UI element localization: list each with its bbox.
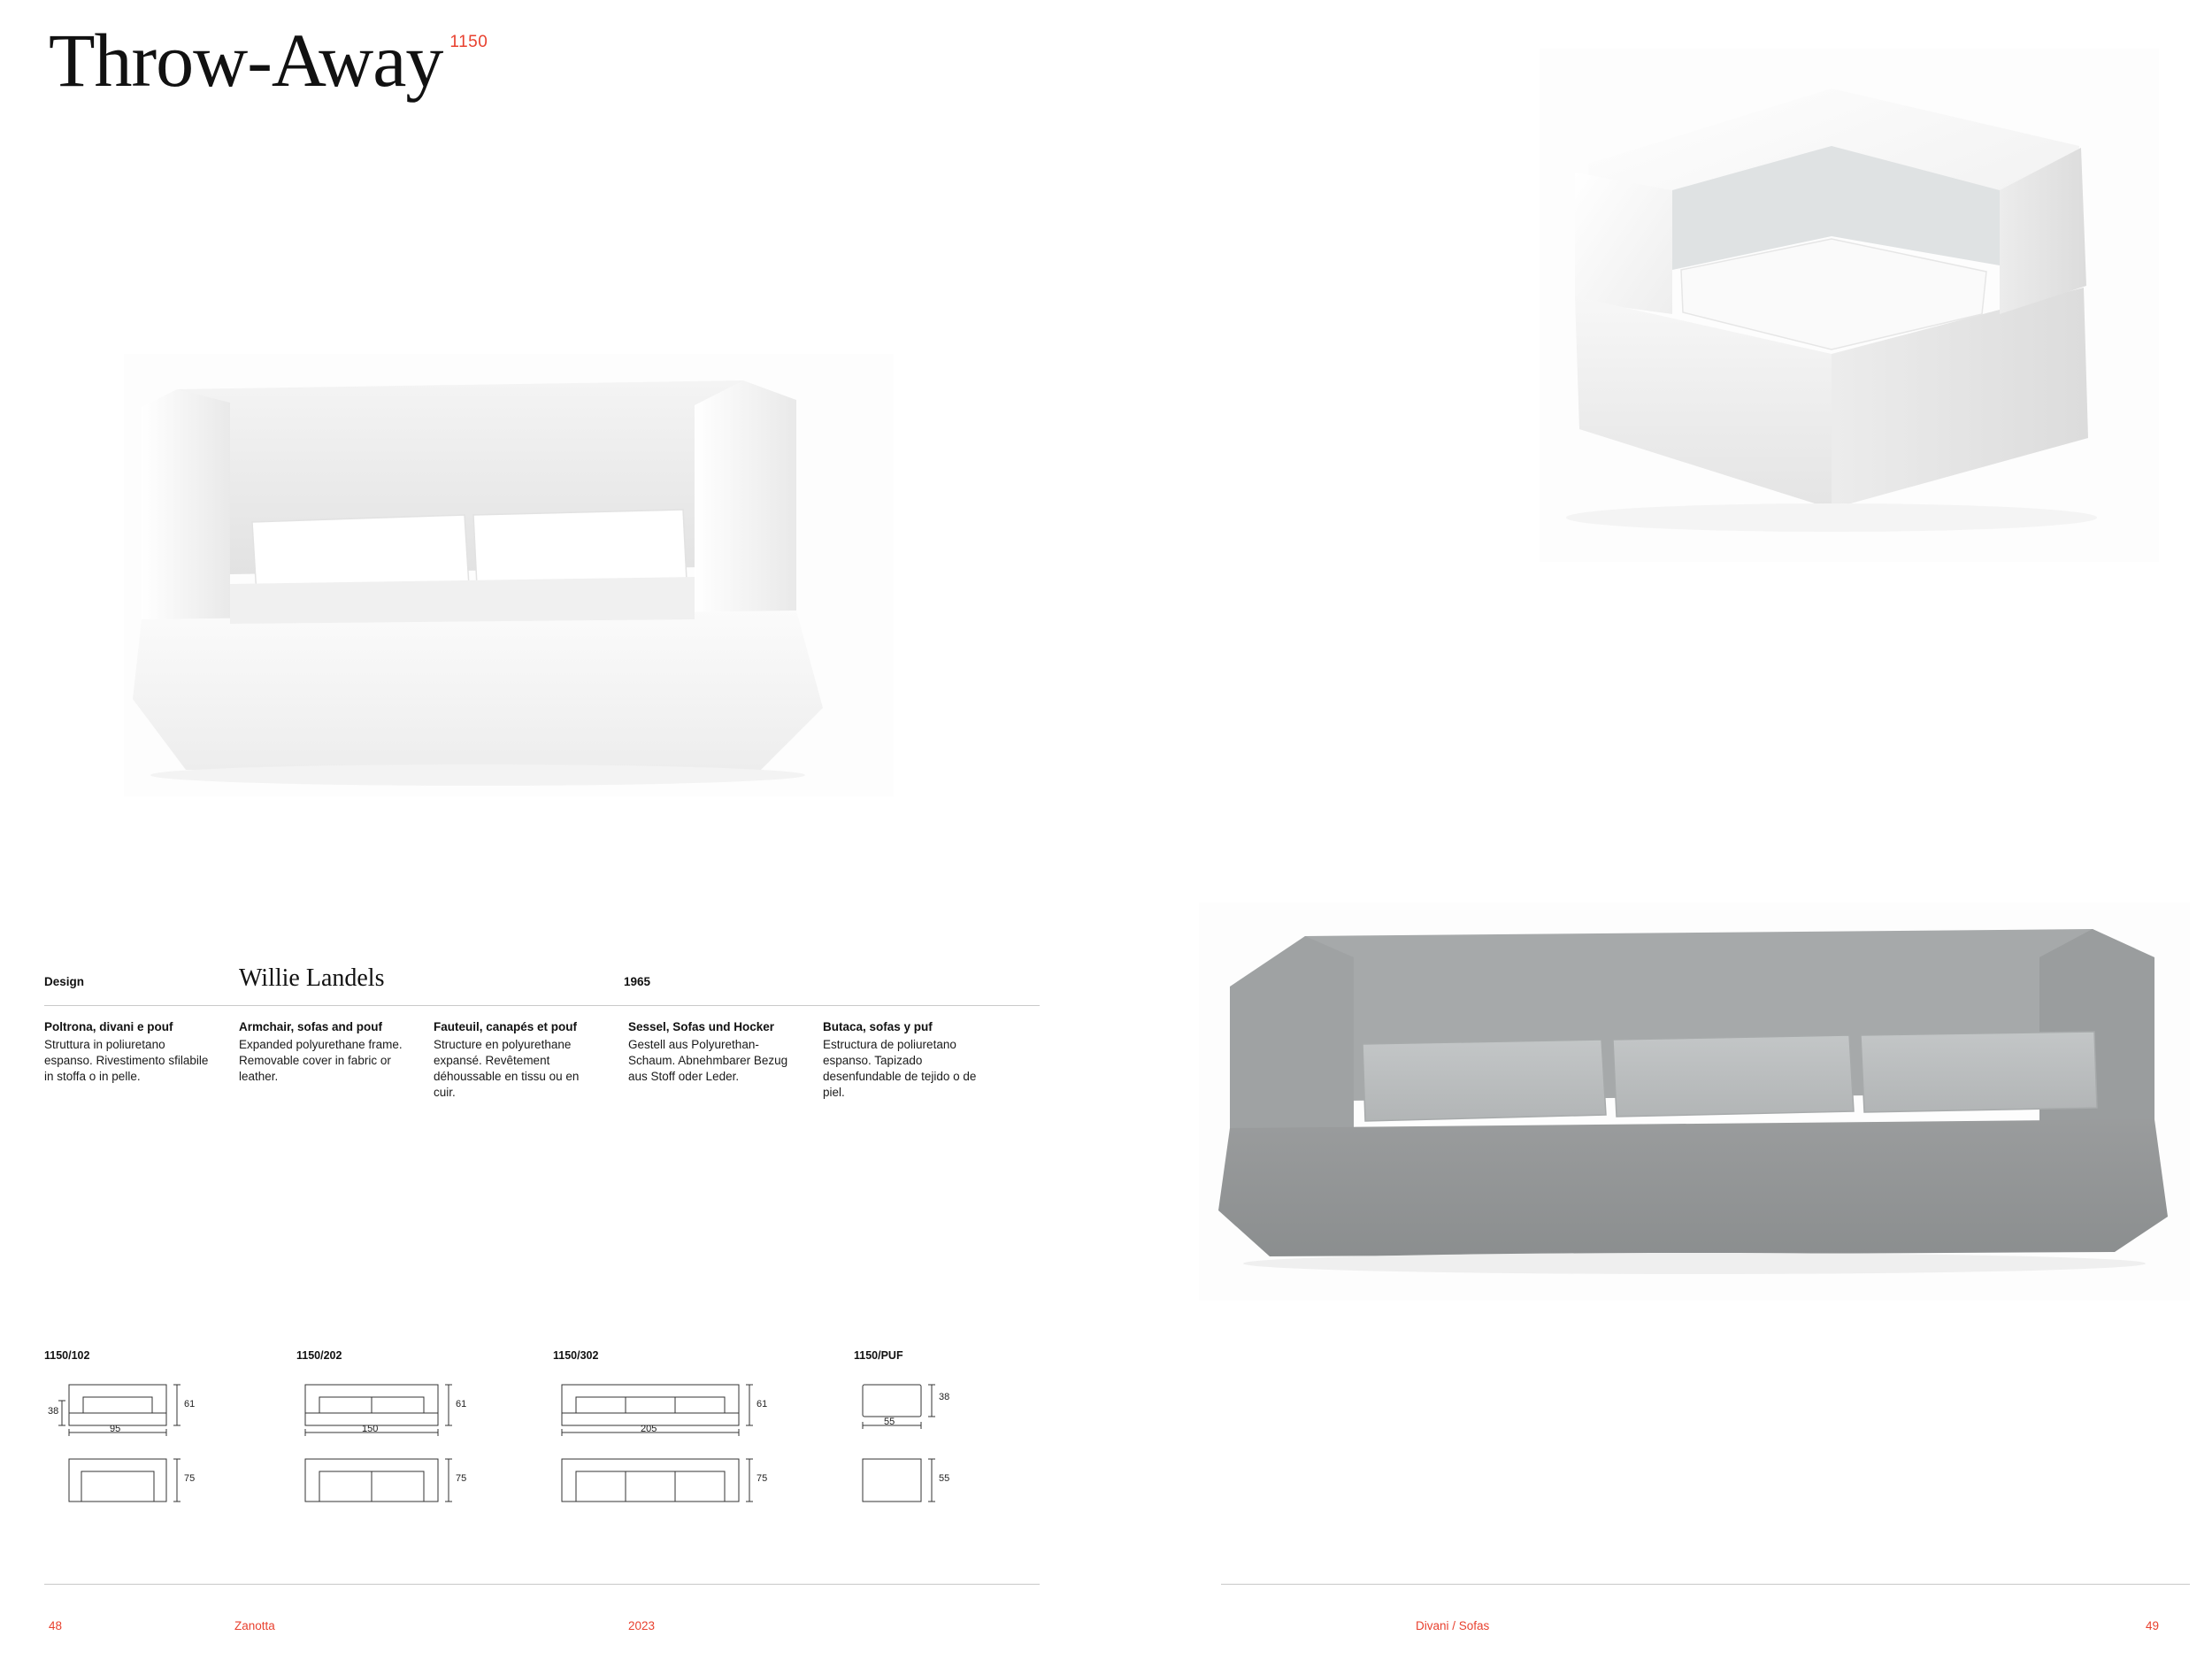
footer-page-number-right: 49 bbox=[2146, 1619, 2160, 1632]
spec-col-es bbox=[823, 1020, 1018, 1101]
spec-col-de bbox=[628, 1020, 823, 1101]
plan-view-302 bbox=[553, 1454, 774, 1509]
design-label: Design bbox=[44, 975, 85, 988]
footer-divider-left bbox=[44, 1584, 1040, 1585]
front-elevation-302 bbox=[553, 1374, 774, 1438]
spec-description-columns bbox=[44, 1020, 1040, 1101]
dim-depth-302: 75 bbox=[757, 1473, 768, 1484]
dimension-group-302 bbox=[553, 1349, 854, 1530]
dimension-code-302: 1150/302 bbox=[553, 1349, 599, 1362]
product-code: 1150 bbox=[449, 33, 488, 51]
dim-width-202: 150 bbox=[362, 1424, 379, 1434]
dimension-front-302 bbox=[553, 1374, 854, 1438]
dim-depth-102: 75 bbox=[184, 1473, 196, 1484]
dimension-code-202: 1150/202 bbox=[296, 1349, 342, 1362]
spec-col-en bbox=[239, 1020, 434, 1101]
spec-body-en: Expanded polyurethane frame. Removable cover in fabric or leather. bbox=[239, 1038, 403, 1083]
spec-heading-de: Sessel, Sofas und Hocker bbox=[628, 1020, 775, 1033]
footer-divider-right bbox=[1221, 1584, 2190, 1585]
dimension-plan-puf bbox=[854, 1454, 1031, 1514]
dim-seat-height-102: 38 bbox=[48, 1406, 59, 1417]
design-year: 1965 bbox=[624, 975, 651, 988]
dimension-front-102 bbox=[44, 1374, 296, 1438]
plan-view-puf bbox=[854, 1454, 995, 1509]
spec-heading-fr: Fauteuil, canapés et pouf bbox=[434, 1020, 578, 1033]
dim-height-puf: 38 bbox=[939, 1392, 950, 1402]
footer-brand: Zanotta bbox=[234, 1619, 275, 1632]
spec-heading-it: Poltrona, divani e pouf bbox=[44, 1020, 173, 1033]
spec-col-fr bbox=[434, 1020, 628, 1101]
photo-sofa-grey bbox=[1199, 902, 2190, 1301]
dimension-code-puf: 1150/PUF bbox=[854, 1349, 903, 1362]
dim-depth-202: 75 bbox=[456, 1473, 467, 1484]
footer-page-number-left: 48 bbox=[49, 1619, 63, 1632]
dim-height-202: 61 bbox=[456, 1399, 467, 1409]
dim-width-puf: 55 bbox=[884, 1417, 895, 1427]
dim-width-302: 205 bbox=[641, 1424, 657, 1434]
sofa-grey-illustration bbox=[1199, 902, 2190, 1301]
dimension-group-puf bbox=[854, 1349, 1031, 1530]
specification-header bbox=[44, 964, 1040, 1005]
spec-body-fr: Structure en polyurethane expansé. Revêtement déhoussable en tissu ou en cuir. bbox=[434, 1038, 580, 1099]
dimension-plan-302 bbox=[553, 1454, 854, 1514]
front-elevation-202 bbox=[296, 1374, 473, 1438]
front-elevation-102 bbox=[44, 1374, 204, 1438]
specification-table bbox=[44, 964, 1040, 1101]
dimension-code-102: 1150/102 bbox=[44, 1349, 90, 1362]
photo-armchair-white bbox=[1540, 49, 2159, 562]
armchair-white-illustration bbox=[1540, 49, 2159, 562]
dimension-drawings bbox=[44, 1349, 1040, 1530]
spec-body-es: Estructura de poliuretano espanso. Tapizado desenfundable de tejido o de piel. bbox=[823, 1038, 977, 1099]
sofa-white-illustration bbox=[124, 354, 894, 796]
dim-width-102: 95 bbox=[110, 1424, 121, 1434]
dimension-plan-202 bbox=[296, 1454, 553, 1514]
plan-view-202 bbox=[296, 1454, 473, 1509]
page-title: Throw-Away bbox=[49, 18, 443, 103]
spec-body-de: Gestell aus Polyurethan-Schaum. Abnehmbarer Bezug aus Stoff oder Leder. bbox=[628, 1038, 788, 1083]
photo-sofa-white bbox=[124, 354, 894, 796]
spec-col-it bbox=[44, 1020, 239, 1101]
spec-divider bbox=[44, 1005, 1040, 1006]
designer-name: Willie Landels bbox=[239, 964, 385, 992]
page-title-block bbox=[49, 18, 488, 103]
dimension-front-puf bbox=[854, 1374, 1031, 1438]
dimension-plan-102 bbox=[44, 1454, 296, 1514]
spec-heading-en: Armchair, sofas and pouf bbox=[239, 1020, 383, 1033]
footer-year: 2023 bbox=[628, 1619, 656, 1632]
dimension-group-202 bbox=[296, 1349, 553, 1530]
dim-height-102: 61 bbox=[184, 1399, 196, 1409]
dim-height-302: 61 bbox=[757, 1399, 768, 1409]
front-elevation-puf bbox=[854, 1374, 995, 1438]
dim-depth-puf: 55 bbox=[939, 1473, 950, 1484]
dimension-group-102 bbox=[44, 1349, 296, 1530]
plan-view-102 bbox=[44, 1454, 204, 1509]
spec-body-it: Struttura in poliuretano espanso. Rivestimento sfilabile in stoffa o in pelle. bbox=[44, 1038, 209, 1083]
footer-section: Divani / Sofas bbox=[1416, 1619, 1490, 1632]
spec-heading-es: Butaca, sofas y puf bbox=[823, 1020, 933, 1033]
dimension-front-202 bbox=[296, 1374, 553, 1438]
